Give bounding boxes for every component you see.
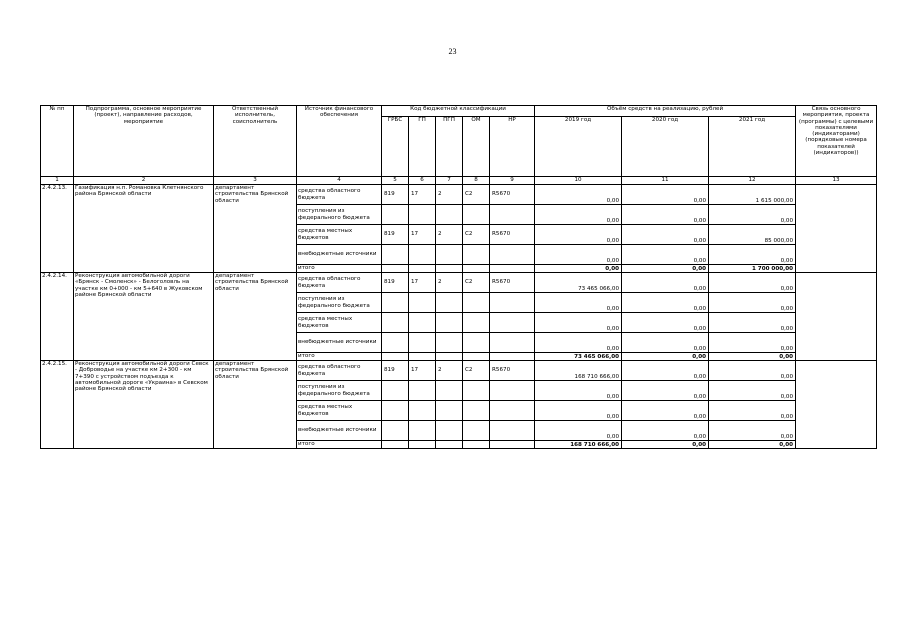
measure-executor: департамент строительства Брянской области xyxy=(214,273,297,361)
code-grbs xyxy=(382,401,409,421)
header-code-nr: НР xyxy=(490,117,535,177)
amount-2019: 0,00 xyxy=(535,401,622,421)
page-number: 23 xyxy=(448,47,457,56)
code-pgp xyxy=(436,381,463,401)
column-number: 6 xyxy=(409,177,436,185)
column-number: 13 xyxy=(796,177,877,185)
funding-source: средства местных бюджетов xyxy=(297,401,382,421)
column-number-row xyxy=(41,177,877,185)
code-pgp xyxy=(436,421,463,441)
amount-2019: 0,00 xyxy=(535,245,622,265)
table-row xyxy=(41,273,877,293)
column-number: 10 xyxy=(535,177,622,185)
amount-2021: 0,00 xyxy=(709,245,796,265)
indicator-link xyxy=(796,185,877,273)
amount-2020: 0,00 xyxy=(622,333,709,353)
budget-table xyxy=(40,105,877,449)
code-nr: R5670 xyxy=(490,185,535,205)
header-name: Подпрограмма, основное мероприятие (проект), направление расходов, мероприятие xyxy=(74,106,214,177)
amount-2021: 0,00 xyxy=(709,333,796,353)
amount-2021: 85 000,00 xyxy=(709,225,796,245)
amount-2020: 0,00 xyxy=(622,205,709,225)
measure-number: 2.4.2.13. xyxy=(41,185,74,273)
amount-2019: 0,00 xyxy=(535,293,622,313)
amount-2020: 0,00 xyxy=(622,225,709,245)
code-om xyxy=(463,313,490,333)
code-pgp xyxy=(436,205,463,225)
column-number: 3 xyxy=(214,177,297,185)
code-pgp: 2 xyxy=(436,225,463,245)
code-gp xyxy=(409,333,436,353)
code-grbs: 819 xyxy=(382,225,409,245)
code-om xyxy=(463,401,490,421)
code-pgp xyxy=(436,265,463,273)
header-code-grbs: ГРБС xyxy=(382,117,409,177)
header-volume-group: Объём средств на реализацию, рублей xyxy=(535,106,796,117)
code-gp xyxy=(409,441,436,449)
total-2021: 0,00 xyxy=(709,353,796,361)
code-om: С2 xyxy=(463,361,490,381)
code-om xyxy=(463,265,490,273)
funding-source-total: итого xyxy=(297,265,382,273)
total-2020: 0,00 xyxy=(622,441,709,449)
code-pgp xyxy=(436,293,463,313)
code-gp xyxy=(409,353,436,361)
funding-source: средства областного бюджета xyxy=(297,273,382,293)
total-2021: 1 700 000,00 xyxy=(709,265,796,273)
header-codes-group: Код бюджетной классификации xyxy=(382,106,535,117)
code-pgp xyxy=(436,401,463,421)
measure-name: Реконструкция автомобильной дороги «Брянск - Смоленск» - Белоголовль на участке км 0+000 - км 5+640 в Жуковском районе Брянской области xyxy=(74,273,214,361)
column-number: 11 xyxy=(622,177,709,185)
code-nr xyxy=(490,293,535,313)
code-nr xyxy=(490,245,535,265)
total-2020: 0,00 xyxy=(622,265,709,273)
measure-number: 2.4.2.14. xyxy=(41,273,74,361)
column-number: 2 xyxy=(74,177,214,185)
amount-2019: 0,00 xyxy=(535,225,622,245)
column-number: 7 xyxy=(436,177,463,185)
code-nr: R5670 xyxy=(490,225,535,245)
funding-source: внебюджетные источники xyxy=(297,421,382,441)
funding-source: поступления из федерального бюджета xyxy=(297,293,382,313)
code-pgp xyxy=(436,353,463,361)
code-om: С2 xyxy=(463,185,490,205)
amount-2021: 0,00 xyxy=(709,313,796,333)
amount-2020: 0,00 xyxy=(622,401,709,421)
indicator-link xyxy=(796,273,877,361)
column-number: 4 xyxy=(297,177,382,185)
column-number: 5 xyxy=(382,177,409,185)
amount-2019: 0,00 xyxy=(535,205,622,225)
header-link: Связь основного мероприятия, проекта (программы) с целевыми показателями (индикаторами) (порядковые номера показателей (индикаторов)) xyxy=(796,106,877,177)
amount-2019: 0,00 xyxy=(535,185,622,205)
code-pgp xyxy=(436,245,463,265)
funding-source: средства областного бюджета xyxy=(297,361,382,381)
code-grbs xyxy=(382,353,409,361)
amount-2019: 0,00 xyxy=(535,381,622,401)
amount-2020: 0,00 xyxy=(622,245,709,265)
code-grbs xyxy=(382,441,409,449)
funding-source-total: итого xyxy=(297,353,382,361)
funding-source: средства местных бюджетов xyxy=(297,313,382,333)
code-nr xyxy=(490,421,535,441)
code-om xyxy=(463,353,490,361)
amount-2020: 0,00 xyxy=(622,185,709,205)
code-om xyxy=(463,205,490,225)
code-nr xyxy=(490,401,535,421)
code-gp xyxy=(409,205,436,225)
code-om xyxy=(463,381,490,401)
funding-source: внебюджетные источники xyxy=(297,333,382,353)
funding-source-total: итого xyxy=(297,441,382,449)
header-year-2021: 2021 год xyxy=(709,117,796,177)
code-nr xyxy=(490,265,535,273)
amount-2021: 0,00 xyxy=(709,361,796,381)
amount-2019: 0,00 xyxy=(535,421,622,441)
code-om xyxy=(463,333,490,353)
code-om: С2 xyxy=(463,273,490,293)
funding-source: средства областного бюджета xyxy=(297,185,382,205)
amount-2020: 0,00 xyxy=(622,293,709,313)
code-grbs: 819 xyxy=(382,361,409,381)
amount-2019: 168 710 666,00 xyxy=(535,361,622,381)
funding-source: средства местных бюджетов xyxy=(297,225,382,245)
measure-group xyxy=(41,185,877,273)
code-gp xyxy=(409,265,436,273)
header-num: № пп xyxy=(41,106,74,177)
code-nr xyxy=(490,353,535,361)
column-number: 1 xyxy=(41,177,74,185)
code-grbs xyxy=(382,265,409,273)
code-gp xyxy=(409,381,436,401)
code-pgp xyxy=(436,333,463,353)
amount-2021: 0,00 xyxy=(709,381,796,401)
code-nr: R5670 xyxy=(490,361,535,381)
amount-2019: 0,00 xyxy=(535,333,622,353)
code-gp xyxy=(409,401,436,421)
code-grbs: 819 xyxy=(382,273,409,293)
code-om xyxy=(463,421,490,441)
total-2021: 0,00 xyxy=(709,441,796,449)
code-grbs xyxy=(382,333,409,353)
measure-executor: департамент строительства Брянской области xyxy=(214,185,297,273)
amount-2021: 0,00 xyxy=(709,293,796,313)
code-pgp: 2 xyxy=(436,361,463,381)
code-grbs xyxy=(382,245,409,265)
amount-2021: 1 615 000,00 xyxy=(709,185,796,205)
measure-group xyxy=(41,273,877,361)
total-2019: 73 465 066,00 xyxy=(535,353,622,361)
code-grbs xyxy=(382,293,409,313)
amount-2021: 0,00 xyxy=(709,205,796,225)
code-grbs xyxy=(382,381,409,401)
code-pgp xyxy=(436,441,463,449)
table-header xyxy=(41,106,877,185)
amount-2020: 0,00 xyxy=(622,381,709,401)
amount-2020: 0,00 xyxy=(622,421,709,441)
code-pgp: 2 xyxy=(436,185,463,205)
column-number: 9 xyxy=(490,177,535,185)
amount-2020: 0,00 xyxy=(622,361,709,381)
code-om xyxy=(463,293,490,313)
header-source: Источник финансового обеспечения xyxy=(297,106,382,177)
measure-executor: департамент строительства Брянской области xyxy=(214,361,297,449)
total-2020: 0,00 xyxy=(622,353,709,361)
amount-2020: 0,00 xyxy=(622,313,709,333)
measure-name: Реконструкция автомобильной дороги Севск - Доброводье на участке км 2+300 - км 7+390 с устройством подъезда к автомобильной дороге «Украина» в Севском районе Брянской области xyxy=(74,361,214,449)
code-gp xyxy=(409,293,436,313)
amount-2021: 0,00 xyxy=(709,273,796,293)
code-grbs xyxy=(382,421,409,441)
measure-number: 2.4.2.15. xyxy=(41,361,74,449)
code-gp: 17 xyxy=(409,361,436,381)
column-number: 12 xyxy=(709,177,796,185)
code-nr xyxy=(490,381,535,401)
amount-2021: 0,00 xyxy=(709,401,796,421)
code-om xyxy=(463,441,490,449)
code-om xyxy=(463,245,490,265)
code-pgp: 2 xyxy=(436,273,463,293)
header-executor: Ответственный исполнитель, соисполнитель xyxy=(214,106,297,177)
header-year-2020: 2020 год xyxy=(622,117,709,177)
code-gp xyxy=(409,313,436,333)
code-gp: 17 xyxy=(409,273,436,293)
code-grbs xyxy=(382,205,409,225)
code-nr xyxy=(490,205,535,225)
indicator-link xyxy=(796,361,877,449)
header-code-pgp: ПГП xyxy=(436,117,463,177)
code-grbs: 819 xyxy=(382,185,409,205)
amount-2021: 0,00 xyxy=(709,421,796,441)
header-year-2019: 2019 год xyxy=(535,117,622,177)
funding-source: внебюджетные источники xyxy=(297,245,382,265)
code-nr xyxy=(490,333,535,353)
amount-2020: 0,00 xyxy=(622,273,709,293)
code-gp: 17 xyxy=(409,185,436,205)
table-row xyxy=(41,361,877,381)
column-number: 8 xyxy=(463,177,490,185)
table-row xyxy=(41,185,877,205)
code-gp xyxy=(409,245,436,265)
total-2019: 0,00 xyxy=(535,265,622,273)
funding-source: поступления из федерального бюджета xyxy=(297,381,382,401)
code-gp: 17 xyxy=(409,225,436,245)
measure-name: Газификация н.п. Романовка Клетнянского района Брянской области xyxy=(74,185,214,273)
total-2019: 168 710 666,00 xyxy=(535,441,622,449)
funding-source: поступления из федерального бюджета xyxy=(297,205,382,225)
header-code-gp: ГП xyxy=(409,117,436,177)
header-code-om: ОМ xyxy=(463,117,490,177)
code-nr: R5670 xyxy=(490,273,535,293)
amount-2019: 73 465 066,00 xyxy=(535,273,622,293)
code-nr xyxy=(490,441,535,449)
amount-2019: 0,00 xyxy=(535,313,622,333)
code-gp xyxy=(409,421,436,441)
code-om: С2 xyxy=(463,225,490,245)
code-nr xyxy=(490,313,535,333)
code-pgp xyxy=(436,313,463,333)
measure-group xyxy=(41,361,877,449)
code-grbs xyxy=(382,313,409,333)
